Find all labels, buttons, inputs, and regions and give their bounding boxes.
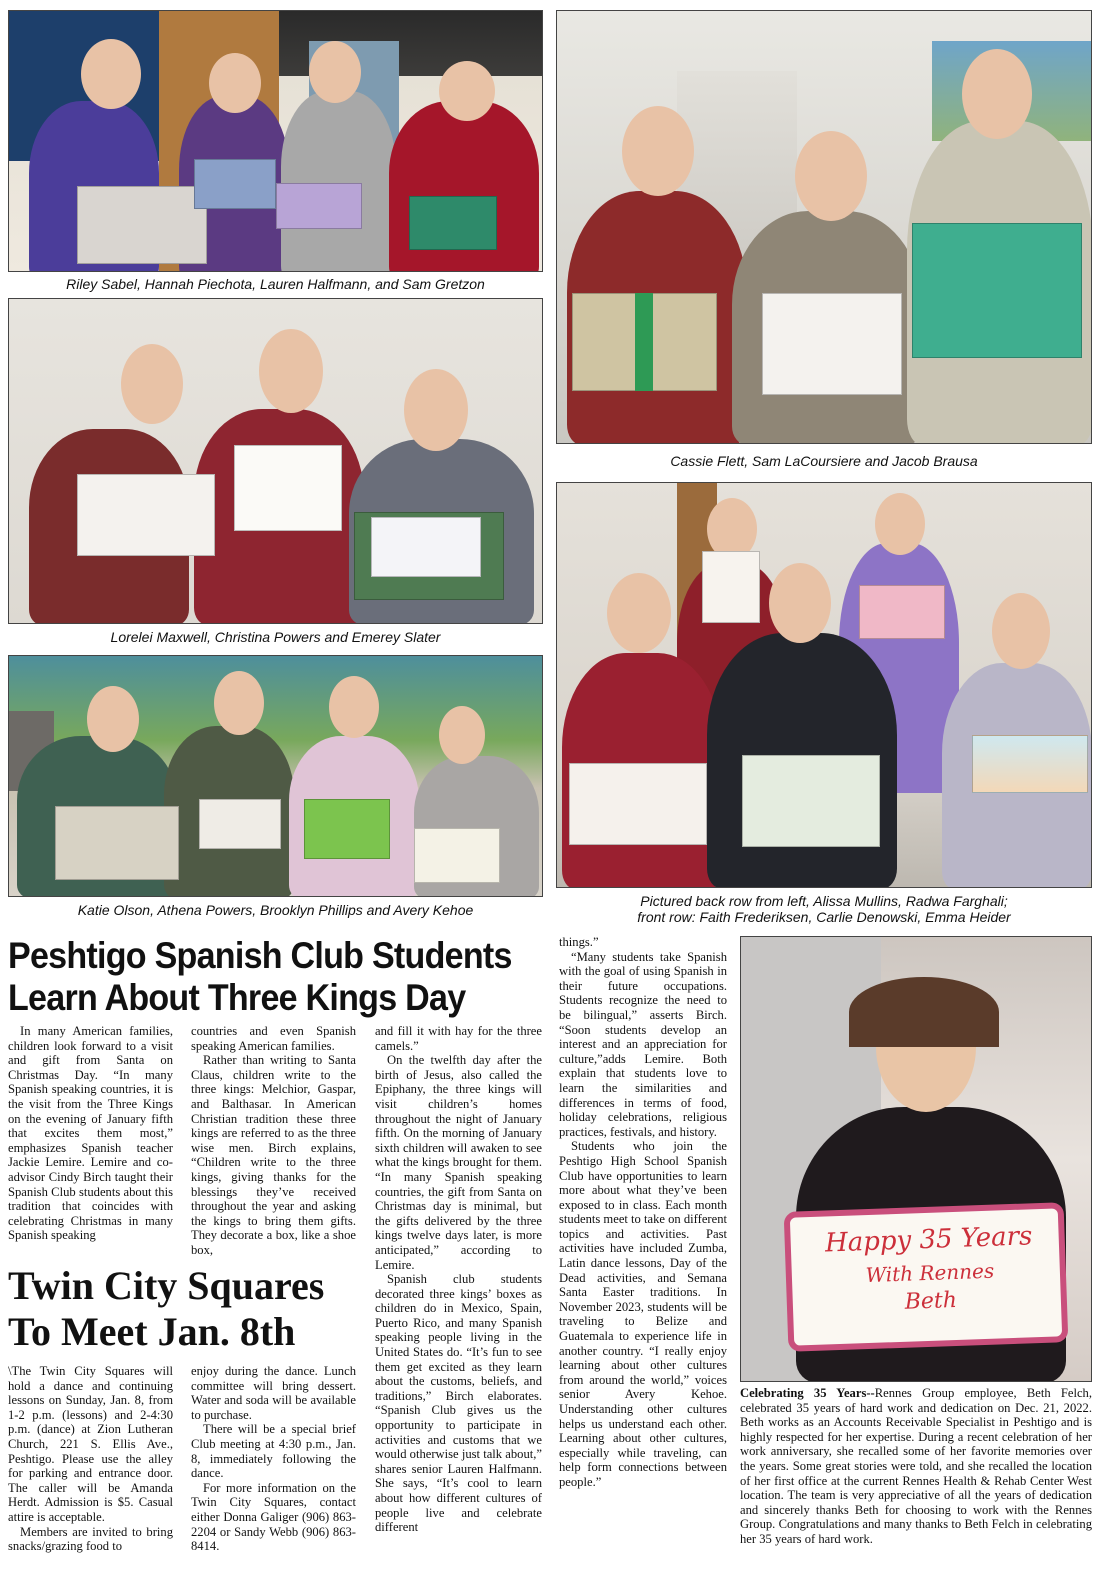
photo-beth-felch-cake xyxy=(740,936,1092,1382)
article-headline-line-1: Peshtigo Spanish Club Students xyxy=(8,935,512,976)
photo-riley-hannah-lauren-sam xyxy=(8,10,543,272)
cake-text-line-1: Happy 35 Years xyxy=(824,1221,1033,1259)
article-column-2 xyxy=(191,1024,356,1260)
article-col4-paragraph-2: Students who join the Peshtigo High School Spanish Club have opportunities to learn more about what they’ve been exposed to in class. Each month students meet to take on different topics and activities. Past activities have included Zumba, Latin dance lessons, Day of the Dead activities, and Semana Santa Easter traditions. In November 2023, students will be traveling to Belize and Guatemala to experience life in another country. “I really enjoy learning about other cultures from around the world,” voices senior Avery Kehoe. Understanding other cultures helps us understand each other. Learning about other cultures, especially while traveling, can help form connections between people.” xyxy=(559,1139,727,1489)
article-col2-paragraph-1: countries and even Spanish speaking American families. xyxy=(191,1024,356,1053)
article-col3-paragraph-3: Spanish club students decorated three kings’ boxes as children do in Mexico, Spain, Puerto Rico, and many Spanish speaking people living in the United States do. “It’s fun to see them get excited as they learn about the customs, beliefs, and traditions,” Birch elaborates. “Spanish Club gives us the opportunity to participate in activities and customs that we would otherwise just talk about,” shares senior Lauren Halfmann. She says, “It’s cool to learn about how different cultures of people live and celebrate different xyxy=(375,1272,542,1535)
photo-caption-4-line-2: front row: Faith Frederiksen, Carlie Denowski, Emma Heider xyxy=(637,909,1011,925)
article-column-4 xyxy=(559,935,727,1590)
squares-headline-line-1: Twin City Squares xyxy=(8,1263,325,1308)
article-column-3 xyxy=(375,1024,542,1590)
cake-text-line-2: With Rennes xyxy=(865,1258,995,1288)
article-headline-line-2: Learn About Three Kings Day xyxy=(8,977,466,1018)
squares-col2-paragraph-1: enjoy during the dance. Lunch committee will bring dessert. Water and soda will be available to purchase. xyxy=(191,1364,356,1422)
photo-caption-4-line-1: Pictured back row from left, Alissa Mullins, Radwa Farghali; xyxy=(640,893,1008,909)
article-column-1 xyxy=(8,1024,173,1260)
squares-col2-paragraph-3: For more information on the Twin City Squares, contact either Donna Galiger (906) 863-2204 or Sandy Webb (906) 863-8414. xyxy=(191,1480,356,1554)
article-col3-paragraph-2: On the twelfth day after the birth of Jesus, also called the Epiphany, the three kings will visit children’s homes throughout the night of January fifth. On the morning of January sixth children will awaken to see what the kings brought for them. “In many Spanish speaking countries, the gift from Santa on Christmas day is minimal, but the gifts delivered by the three kings twelve days later, is more anticipated,” according to Lemire. xyxy=(375,1053,542,1272)
article-col2-paragraph-2: Rather than writing to Santa Claus, children write to the three kings: Melchior, Gaspar, and Balthasar. In American Christian tradition these three kings are referred to as the three wise men. Birch explains, “Children write to the three kings, giving thanks for the blessings they’ve received throughout the year and asking the kings to bring them gifts. They decorate a box, like a shoe box, xyxy=(191,1053,356,1257)
photo-caption-5: Katie Olson, Athena Powers, Brooklyn Phillips and Avery Kehoe xyxy=(77,902,474,918)
squares-headline-line-2: To Meet Jan. 8th xyxy=(8,1309,296,1354)
photo-alissa-radwa-faith-carlie-emma xyxy=(556,482,1092,888)
squares-column-1 xyxy=(8,1364,173,1590)
photo-caption-2: Cassie Flett, Sam LaCoursiere and Jacob Brausa xyxy=(670,453,978,469)
squares-col1-paragraph-2: Members are invited to bring snacks/grazing food to xyxy=(8,1524,173,1554)
photo-lorelei-christina-emerey xyxy=(8,298,543,624)
birthday-cake xyxy=(784,1202,1069,1352)
squares-col2-paragraph-2: There will be a special brief Club meeting at 4:30 p.m., Jan. 8, immediately following the dance. xyxy=(191,1422,356,1481)
article-col4-paragraph-0: things.” xyxy=(559,935,599,949)
celebrating-lead: Celebrating 35 Years-- xyxy=(740,1386,875,1400)
cake-text-line-3: Beth xyxy=(904,1287,958,1315)
article-col3-paragraph-1: and fill it with hay for the three camels.” xyxy=(375,1024,542,1053)
photo-caption-3: Lorelei Maxwell, Christina Powers and Emerey Slater xyxy=(110,629,441,645)
squares-column-2 xyxy=(191,1364,356,1590)
celebrating-body: Rennes Group employee, Beth Felch, celebrated 35 years of hard work and dedication on Dec. 21, 2022. Beth works as an Accounts Receivable Specialist in Peshtigo and is highly respected for her expertise. During a recent celebration of her work anniversary, she recalled some of her favorite memories over the years. Some great stories were told, and she recalled the location of her first office at the current Rennes Health & Rehab Center West location. The team is very appreciative of all the years of dedication and sincerely thanks Beth for choosing to work with the Rennes Group. Congratulations and many thanks to Beth Felch in celebrating her 35 years of hard work. xyxy=(740,1386,1092,1546)
photo-cassie-sam-jacob xyxy=(556,10,1092,444)
article-col1-paragraph: In many American families, children look forward to a visit and gift from Santa on Christmas Day. “In many Spanish speaking countries, it is the visit from the Three Kings on the evening of January fifth that excites them most,” emphasizes Spanish teacher Jackie Lemire. Lemire and co-advisor Cindy Birch taught their Spanish Club students about this tradition that coincides with celebrating Christmas in many Spanish speaking xyxy=(8,1024,173,1243)
photo-katie-athena-brooklyn-avery xyxy=(8,655,543,897)
photo-caption-1: Riley Sabel, Hannah Piechota, Lauren Halfmann, and Sam Gretzon xyxy=(66,276,485,292)
article-col4-paragraph-1: “Many students take Spanish with the goal of using Spanish in their future occupations. Students recognize the need to be bilingual,” asserts Birch. “Soon students develop an interest and an appreciation for culture,”adds Lemire. Both explain that students love to learn the similarities and differences in terms of food, holiday celebrations, religious practices, festivals, and history. xyxy=(559,949,727,1139)
celebrating-caption xyxy=(740,1386,1092,1590)
squares-col1-paragraph-1: \The Twin City Squares will hold a dance and continuing lessons on Sunday, Jan. 8, from 1-2 p.m. (lessons) and 2-4:30 p.m. (dance) at Zion Lutheran Church, 221 S. Ellis Ave., Peshtigo. Please use the alley for parking and entrance door. The caller will be Amanda Herdt. Admission is $5. Casual attire is acceptable. xyxy=(8,1364,173,1524)
